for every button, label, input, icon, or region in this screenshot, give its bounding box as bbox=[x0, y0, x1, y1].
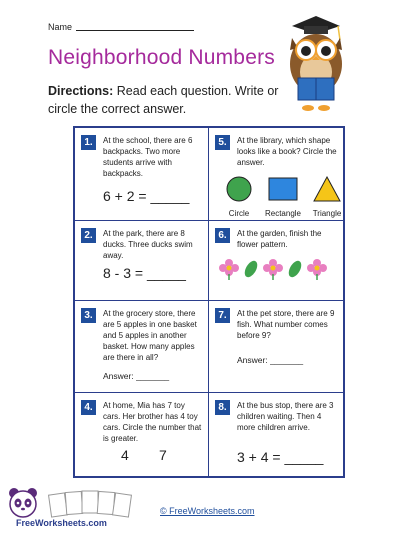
shape-label: Rectangle bbox=[264, 209, 302, 218]
name-underline bbox=[76, 30, 194, 31]
circle-icon bbox=[226, 176, 252, 202]
logo-text: FreeWorksheets.com bbox=[16, 518, 107, 528]
problem-2 bbox=[75, 221, 209, 301]
problem-grid bbox=[73, 126, 345, 478]
triangle-choice[interactable] bbox=[305, 176, 349, 218]
answer-field[interactable]: Answer: _______ bbox=[103, 371, 170, 381]
problem-1 bbox=[75, 128, 209, 221]
problem-text: At the park, there are 8 ducks. Three ducks swim away. bbox=[103, 229, 193, 260]
directions-text: Read each question. Write or circle the correct answer. bbox=[48, 84, 279, 116]
name-field[interactable] bbox=[48, 22, 194, 32]
triangle-icon bbox=[313, 176, 341, 202]
problem-number: 2. bbox=[81, 228, 96, 243]
flower-icon bbox=[219, 259, 239, 280]
flower-icon bbox=[263, 259, 283, 280]
problem-number: 3. bbox=[81, 308, 96, 323]
leaf-icon bbox=[242, 259, 260, 280]
owl-mascot-icon bbox=[276, 12, 356, 116]
shape-label: Triangle bbox=[312, 209, 342, 218]
problem-8 bbox=[209, 393, 343, 476]
problem-5 bbox=[209, 128, 343, 221]
problem-text: At the grocery store, there are 5 apples in one basket and 5 apples in another basket. How many apples are there in all? bbox=[103, 309, 197, 362]
footer-link[interactable]: © FreeWorksheets.com bbox=[160, 506, 255, 516]
problem-number: 1. bbox=[81, 135, 96, 150]
leaf-icon bbox=[286, 259, 304, 280]
circle-choice[interactable] bbox=[217, 176, 261, 218]
choice-number[interactable]: 4 bbox=[121, 447, 129, 463]
problem-number: 7. bbox=[215, 308, 230, 323]
problem-number: 5. bbox=[215, 135, 230, 150]
problem-text: At the school, there are 6 backpacks. Two more students arrive with backpacks. bbox=[103, 136, 193, 178]
problem-4 bbox=[75, 393, 209, 476]
page-title: Neighborhood Numbers bbox=[48, 46, 275, 69]
problem-number: 8. bbox=[215, 400, 230, 415]
problem-text: At the bus stop, there are 3 children waiting. Then 4 more children arrive. bbox=[237, 401, 334, 432]
flower-icon bbox=[307, 259, 327, 280]
panda-logo-icon bbox=[6, 486, 40, 520]
rectangle-icon bbox=[268, 176, 298, 202]
problem-text: At the library, which shape looks like a book? Circle the answer. bbox=[237, 136, 337, 167]
problem-text: At the pet store, there are 9 fish. What number comes before 9? bbox=[237, 309, 335, 340]
problem-6 bbox=[209, 221, 343, 301]
shape-label: Circle bbox=[228, 209, 250, 218]
answer-field[interactable]: Answer: _______ bbox=[237, 355, 304, 365]
problem-text: At the garden, finish the flower pattern. bbox=[237, 229, 322, 249]
directions-label: Directions: bbox=[48, 84, 114, 98]
problem-number: 4. bbox=[81, 400, 96, 415]
name-label: Name bbox=[48, 22, 73, 32]
problem-text: At home, Mia has 7 toy cars. Her brother has 4 toy cars. Circle the number that is greater. bbox=[103, 401, 202, 443]
worksheet-thumbnails-icon bbox=[48, 488, 138, 518]
problem-number: 6. bbox=[215, 228, 230, 243]
problem-7 bbox=[209, 301, 343, 393]
equation-answer[interactable]: 3 + 4 = _____ bbox=[237, 449, 324, 465]
problem-3 bbox=[75, 301, 209, 393]
directions bbox=[48, 82, 288, 118]
equation-answer[interactable]: 8 - 3 = _____ bbox=[103, 265, 186, 281]
rectangle-choice[interactable] bbox=[261, 176, 305, 218]
flower-pattern bbox=[217, 257, 337, 281]
equation-answer[interactable]: 6 + 2 = _____ bbox=[103, 188, 190, 204]
choice-number[interactable]: 7 bbox=[159, 447, 167, 463]
